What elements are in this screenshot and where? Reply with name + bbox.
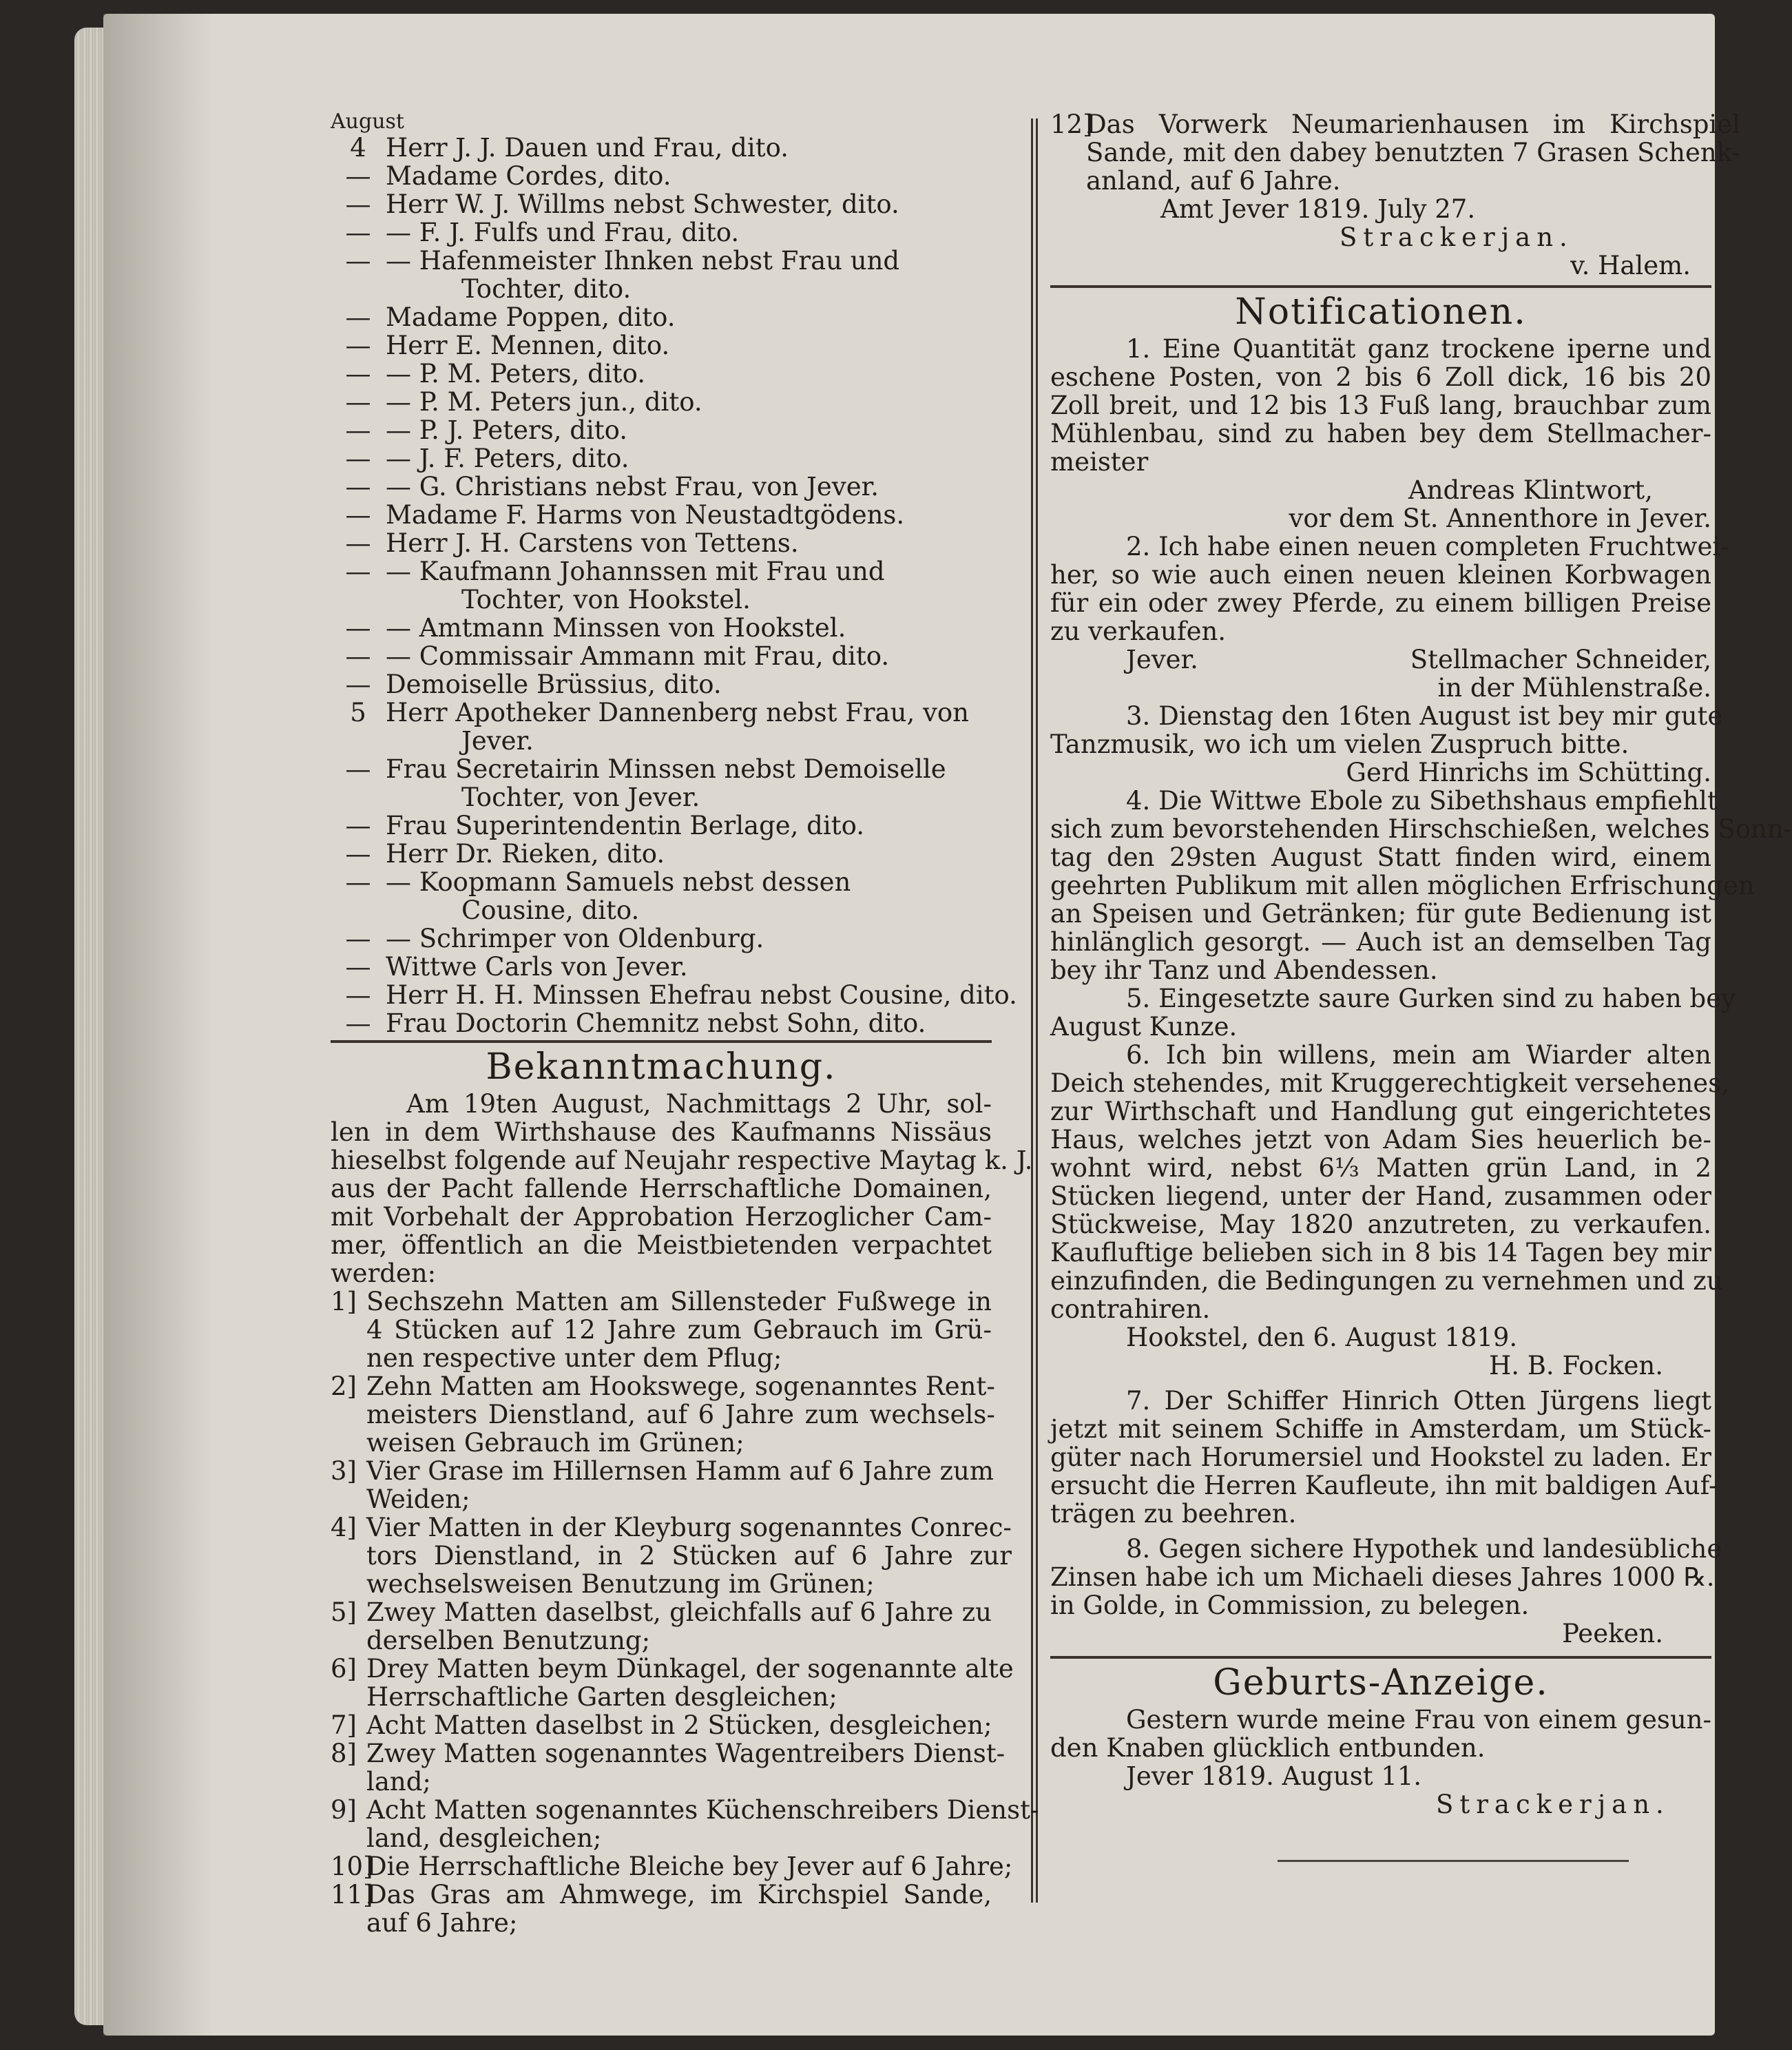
arrival-day: — <box>345 331 371 360</box>
notice-8-signature: Peeken. <box>1562 1619 1663 1648</box>
notice-8 <box>1050 1534 1722 1620</box>
item-line: derselben Benutzung; <box>366 1626 651 1655</box>
domain-item-12 <box>1050 110 1740 196</box>
arrival-text: Cousine, dito. <box>461 895 640 925</box>
text-line: werden: <box>331 1259 437 1288</box>
arrival-entry <box>331 586 992 614</box>
arrival-day: — <box>345 1008 371 1038</box>
item-line: Zwey Matten sogenanntes Wagentreibers Dienst- <box>366 1739 1006 1768</box>
arrival-entry <box>331 811 992 840</box>
arrival-day: — <box>345 980 371 1010</box>
arrival-text: — F. J. Fulfs und Frau, dito. <box>386 218 740 247</box>
arrival-day: — <box>345 444 371 473</box>
notice-2 <box>1050 532 1729 646</box>
geburts-heading: Geburts-Anzeige. <box>1213 1662 1549 1704</box>
arrival-text: — J. F. Peters, dito. <box>386 444 629 473</box>
domain-item <box>331 1654 1014 1712</box>
item-number: 11] <box>331 1880 373 1909</box>
arrival-entry <box>331 416 992 444</box>
arrival-text: Frau Secretairin Minssen nebst Demoiselle <box>386 754 946 784</box>
arrival-entry <box>331 727 992 755</box>
arrival-entry <box>331 134 992 162</box>
text-line: zur Wirthschaft und Handlung gut eingerichtetes <box>1050 1097 1711 1126</box>
column-divider <box>1031 118 1033 1903</box>
arrival-text: Jever. <box>461 726 534 756</box>
item-line: Zwey Matten daselbst, gleichfalls auf 6 Jahre zu <box>366 1597 992 1627</box>
arrival-day: — <box>345 189 371 219</box>
arrival-day: 4 <box>350 133 366 163</box>
arrival-day: — <box>345 811 371 840</box>
arrival-text: — Commissair Ammann mit Frau, dito. <box>386 641 890 671</box>
arrival-entry <box>331 614 992 642</box>
text-line: 5. Eingesetzte saure Gurken sind zu haben bey <box>1126 984 1736 1013</box>
arrival-entry <box>331 360 992 388</box>
text-line: 4. Die Wittwe Ebole zu Sibethshaus empfiehlt <box>1126 786 1718 816</box>
arrival-text: Herr W. J. Willms nebst Schwester, dito. <box>386 189 899 219</box>
item-number: 6] <box>331 1654 357 1684</box>
arrival-day <box>331 727 386 755</box>
item-line: meisters Dienstland, auf 6 Jahre zum wechsels- <box>366 1400 995 1429</box>
text-line: 6. Ich bin willens, mein am Wiarder alten <box>1126 1040 1711 1070</box>
arrival-entry <box>331 924 992 953</box>
text-line: jetzt mit seinem Schiffe in Amsterdam, um Stück- <box>1050 1414 1711 1444</box>
item-body <box>366 1513 1012 1598</box>
text-line: bey ihr Tanz und Abendessen. <box>1050 955 1438 985</box>
text-line: len in dem Wirthshause des Kaufmanns Nissäus <box>331 1117 992 1147</box>
arrival-entry <box>331 670 992 698</box>
domain-item <box>331 1852 1013 1881</box>
arrival-day: — <box>345 867 371 897</box>
arrivals-list <box>331 133 1017 1038</box>
item-number: 5] <box>331 1597 357 1627</box>
text-line: August Kunze. <box>1050 1012 1238 1042</box>
amt-date: Amt Jever 1819. July 27. <box>1160 194 1476 224</box>
arrival-text: — Kaufmann Johannssen mit Frau und <box>386 557 885 586</box>
arrival-entry <box>331 444 992 473</box>
item-line: Acht Matten sogenanntes Küchenschreibers Dienst- <box>366 1795 1039 1825</box>
arrival-entry <box>331 868 992 896</box>
item-line: Sande, mit den dabey benutzten 7 Grasen Schenk- <box>1086 138 1740 167</box>
arrival-text: Tochter, von Jever. <box>461 783 700 812</box>
arrival-day <box>331 896 386 924</box>
arrival-text: Tochter, von Hookstel. <box>461 585 751 614</box>
item-line: Die Herrschaftliche Bleiche bey Jever auf 6 Jahre; <box>366 1852 1013 1881</box>
item-body <box>366 1655 1014 1711</box>
item-number: 12] <box>1050 110 1093 139</box>
arrival-day: — <box>345 754 371 784</box>
item-number: 9] <box>331 1795 357 1825</box>
text-line: ersucht die Herren Kaufleute, ihn mit baldigen Auf- <box>1050 1471 1718 1500</box>
arrival-entry <box>331 529 992 557</box>
domain-item <box>331 1513 1012 1599</box>
item-line: Zehn Matten am Hookswege, sogenanntes Rent- <box>366 1371 995 1401</box>
text-line: aus der Pacht fallende Herrschaftliche Domainen, <box>331 1174 992 1203</box>
text-line: 7. Der Schiffer Hinrich Otten Jürgens liegt <box>1126 1386 1711 1416</box>
notice-3-signature: Gerd Hinrichs im Schütting. <box>1346 758 1711 787</box>
notice-1-place: vor dem St. Annenthore in Jever. <box>1289 504 1711 533</box>
text-line: 8. Gegen sichere Hypothek und landesübliche <box>1126 1534 1722 1564</box>
item-line: tors Dienstland, in 2 Stücken auf 6 Jahre zur <box>366 1541 1012 1571</box>
text-line: tag den 29sten August Statt finden wird, einem <box>1050 842 1711 872</box>
section-rule <box>1050 1656 1711 1659</box>
item-line: Vier Grase im Hillernsen Hamm auf 6 Jahre zum <box>366 1456 994 1486</box>
arrival-text: Herr J. J. Dauen und Frau, dito. <box>386 133 789 163</box>
notice-7 <box>1050 1386 1718 1529</box>
item-body <box>366 1881 992 1937</box>
notice-6-signature: H. B. Focken. <box>1488 1351 1663 1380</box>
domain-item <box>331 1371 995 1458</box>
text-line: meister <box>1050 447 1149 477</box>
arrival-day: 5 <box>350 698 366 727</box>
arrival-entry <box>331 953 992 981</box>
item-line: Acht Matten daselbst in 2 Stücken, desgleichen; <box>366 1710 992 1740</box>
text-line: Haus, welches jetzt von Adam Sies heuerlich be- <box>1050 1125 1711 1155</box>
left-column <box>331 110 1039 1938</box>
arrival-day: — <box>345 557 371 586</box>
text-line: mit Vorbehalt der Approbation Herzoglicher Cam- <box>331 1202 992 1232</box>
item-number: 3] <box>331 1456 357 1486</box>
arrival-entry <box>331 755 992 783</box>
item-line: auf 6 Jahre; <box>366 1908 518 1938</box>
arrival-entry <box>331 162 992 190</box>
text-line: wohnt wird, nebst 6⅓ Matten grün Land, in 2 <box>1050 1153 1711 1183</box>
arrival-day: — <box>345 500 371 530</box>
text-line: Deich stehendes, mit Kruggerechtigkeit versehenes, <box>1050 1068 1729 1098</box>
arrival-text: — Amtmann Minssen von Hookstel. <box>386 613 846 643</box>
domain-item <box>331 1287 992 1372</box>
bekanntmachung-items <box>331 1287 1039 1938</box>
item-number: 1] <box>331 1287 357 1316</box>
arrival-text: Frau Superintendentin Berlage, dito. <box>386 811 864 840</box>
item-body <box>366 1852 1012 1881</box>
arrival-entry <box>331 980 1017 1010</box>
item-line: 4 Stücken auf 12 Jahre zum Gebrauch im Grü- <box>366 1315 992 1345</box>
domain-item <box>331 1457 992 1513</box>
domain-item <box>331 1711 992 1739</box>
text-line: Stückweise, May 1820 anzutreten, zu verkaufen. <box>1050 1210 1711 1239</box>
domain-item <box>331 1598 992 1655</box>
item-number: 4] <box>331 1513 357 1542</box>
arrival-entry <box>331 896 992 924</box>
arrival-entry <box>331 501 992 529</box>
item-line: Das Gras am Ahmwege, im Kirchspiel Sande, <box>366 1880 992 1909</box>
text-line: Zinsen habe ich um Michaeli dieses Jahres 1000 ℞. <box>1050 1562 1715 1592</box>
arrival-text: Tochter, dito. <box>461 274 632 304</box>
arrival-day: — <box>345 613 371 643</box>
text-line: zu verkaufen. <box>1050 617 1227 646</box>
arrival-entry <box>331 190 992 218</box>
arrival-text: Demoiselle Brüssius, dito. <box>386 670 722 699</box>
end-rule <box>1278 1860 1629 1862</box>
text-line: für ein oder zwey Pferde, zu einem billigen Preise <box>1050 588 1711 618</box>
arrival-entry <box>331 698 992 727</box>
arrival-entry <box>331 247 992 275</box>
arrival-entry <box>331 642 992 670</box>
notice-2-address: in der Mühlenstraße. <box>1437 673 1711 703</box>
arrival-text: Wittwe Carls von Jever. <box>386 952 688 982</box>
arrival-text: Madame Poppen, dito. <box>386 302 676 332</box>
text-line: sich zum bevorstehenden Hirschschießen, welches Sonn- <box>1050 814 1792 844</box>
text-line: hieselbst folgende auf Neujahr respective Maytag k. J. <box>331 1146 1033 1175</box>
item-line: wechselsweisen Benutzung im Grünen; <box>366 1569 875 1599</box>
arrival-day <box>331 275 386 303</box>
text-line: den Knaben glücklich entbunden. <box>1050 1733 1486 1763</box>
bekanntmachung-intro <box>331 1089 1033 1288</box>
notice-1 <box>1050 335 1711 476</box>
arrival-text: Madame Cordes, dito. <box>386 161 671 191</box>
text-line: Stücken liegend, unter der Hand, zusammen oder <box>1050 1181 1711 1211</box>
signature-halem: v. Halem. <box>1570 251 1691 280</box>
text-line: einzufinden, die Bedingungen zu vernehmen und zu <box>1050 1266 1723 1296</box>
text-line: Kaufluftige belieben sich in 8 bis 14 Tagen bey mir <box>1050 1238 1711 1267</box>
item-line: Vier Matten in der Kleyburg sogenanntes Conrec- <box>366 1513 1012 1542</box>
item-line: land, desgleichen; <box>366 1823 602 1853</box>
arrival-text: Madame F. Harms von Neustadtgödens. <box>386 500 905 530</box>
arrival-entry <box>331 473 992 501</box>
item-line: Weiden; <box>366 1484 470 1514</box>
arrival-day: — <box>345 641 371 671</box>
text-line: Mühlenbau, sind zu haben bey dem Stellmacher- <box>1050 419 1711 448</box>
arrival-day <box>331 586 386 614</box>
arrival-entry <box>331 1009 992 1037</box>
item-line: Das Vorwerk Neumarienhausen im Kirchspiel <box>1086 110 1740 139</box>
arrival-day: — <box>345 670 371 699</box>
month-label: August <box>331 110 404 134</box>
arrival-text: — P. M. Peters jun., dito. <box>386 387 702 417</box>
text-line: her, so wie auch einen neuen kleinen Korbwagen <box>1050 560 1711 590</box>
arrival-day: — <box>345 528 371 558</box>
arrival-day: — <box>345 924 371 953</box>
item-line: Drey Matten beym Dünkagel, der sogenannte alte <box>366 1654 1014 1684</box>
text-line: an Speisen und Getränken; für gute Bedienung ist <box>1050 899 1711 929</box>
arrival-day: — <box>345 218 371 247</box>
notice-1-name: Andreas Klintwort, <box>1408 475 1653 505</box>
text-line: Zoll breit, und 12 bis 13 Fuß lang, brauchbar zum <box>1050 391 1711 420</box>
arrival-entry <box>331 275 992 303</box>
notice-6-place: Hookstel, den 6. August 1819. <box>1126 1323 1518 1352</box>
item-line: Sechszehn Matten am Sillensteder Fußwege in <box>366 1287 992 1316</box>
arrival-day: — <box>345 415 371 445</box>
notice-4 <box>1050 786 1792 985</box>
arrival-text: Herr Dr. Rieken, dito. <box>386 839 665 869</box>
item-body <box>366 1372 995 1457</box>
item-number: 10] <box>331 1852 373 1881</box>
item-body <box>366 1711 992 1739</box>
arrival-day: — <box>345 359 371 389</box>
arrival-text: — Schrimper von Oldenburg. <box>386 924 764 953</box>
text-line: in Golde, in Commission, zu belegen. <box>1050 1591 1530 1620</box>
birth-date: Jever 1819. August 11. <box>1126 1761 1422 1791</box>
arrival-text: — G. Christians nebst Frau, von Jever. <box>386 472 879 501</box>
item-line: weisen Gebrauch im Grünen; <box>366 1428 744 1458</box>
signature-strackerjan: Strackerjan. <box>1340 222 1574 252</box>
domain-item <box>331 1739 1006 1797</box>
arrival-day: — <box>345 387 371 417</box>
text-line: 3. Dienstag den 16ten August ist bey mir gute <box>1126 701 1723 731</box>
item-line: anland, auf 6 Jahre. <box>1086 166 1341 196</box>
arrival-day: — <box>345 302 371 332</box>
arrival-entry <box>331 218 992 247</box>
domain-item <box>331 1795 1039 1853</box>
section-rule <box>1050 285 1711 288</box>
item-line: nen respective unter dem Pflug; <box>366 1343 782 1373</box>
arrival-day: — <box>345 246 371 276</box>
item-number: 2] <box>331 1371 357 1401</box>
item-body <box>366 1287 992 1372</box>
section-rule <box>331 1040 992 1043</box>
bekanntmachung-heading: Bekanntmachung. <box>486 1046 837 1088</box>
item-line: land; <box>366 1767 431 1797</box>
item-number: 7] <box>331 1710 357 1740</box>
birth-notice <box>1050 1706 1711 1762</box>
notificationen-heading: Notificationen. <box>1235 291 1527 333</box>
arrival-day: — <box>345 161 371 191</box>
text-line: Am 19ten August, Nachmittags 2 Uhr, sol- <box>406 1089 992 1119</box>
arrival-text: Herr Apotheker Dannenberg nebst Frau, von <box>386 698 969 727</box>
arrival-text: Herr H. H. Minssen Ehefrau nebst Cousine, dito. <box>386 980 1017 1010</box>
arrival-text: — P. M. Peters, dito. <box>386 359 645 389</box>
text-line: güter nach Horumersiel und Hookstel zu laden. Er <box>1050 1442 1711 1472</box>
notice-2-place: Jever. <box>1126 645 1198 674</box>
text-line: 2. Ich habe einen neuen completen Fruchtwei- <box>1126 532 1729 561</box>
arrival-day: — <box>345 839 371 869</box>
arrival-day: — <box>345 952 371 982</box>
arrival-entry <box>331 303 992 331</box>
arrival-entry <box>331 388 992 416</box>
item-number: 8] <box>331 1739 357 1768</box>
right-column <box>1050 110 1792 1866</box>
text-line: hinlänglich gesorgt. — Auch ist an demselben Tag <box>1050 927 1711 957</box>
arrival-day <box>331 783 386 811</box>
item-body <box>366 1739 1005 1796</box>
notice-2-name: Stellmacher Schneider, <box>1410 645 1711 674</box>
arrival-entry <box>331 331 992 360</box>
notice-3 <box>1050 701 1723 759</box>
text-line: Gestern wurde meine Frau von einem gesun- <box>1126 1705 1711 1735</box>
item-body <box>366 1796 1039 1852</box>
arrival-day: — <box>345 472 371 501</box>
text-line: mer, öffentlich an die Meistbietenden verpachtet <box>331 1230 992 1260</box>
arrival-entry <box>331 840 992 868</box>
arrival-text: — Koopmann Samuels nebst dessen <box>386 867 851 897</box>
notice-2-signature <box>1050 645 1711 674</box>
item-line: Herrschaftliche Garten desgleichen; <box>366 1682 837 1712</box>
domain-item <box>331 1881 992 1937</box>
item-body <box>366 1598 992 1655</box>
arrival-entry <box>331 557 992 586</box>
arrival-text: Herr J. H. Carstens von Tettens. <box>386 528 799 558</box>
arrival-text: — Hafenmeister Ihnken nebst Frau und <box>386 246 900 276</box>
arrival-text: Frau Doctorin Chemnitz nebst Sohn, dito. <box>386 1008 926 1038</box>
binding-shadow <box>103 14 213 2036</box>
notice-5 <box>1050 984 1736 1042</box>
arrival-text: — P. J. Peters, dito. <box>386 415 628 445</box>
text-line: geehrten Publikum mit allen möglichen Erfrischungen <box>1050 871 1755 900</box>
notice-6 <box>1050 1040 1729 1324</box>
birth-signature: Strackerjan. <box>1436 1790 1670 1819</box>
text-line: eschene Posten, von 2 bis 6 Zoll dick, 16 bis 20 <box>1050 362 1711 392</box>
text-line: trägen zu beehren. <box>1050 1499 1297 1529</box>
text-line: 1. Eine Quantität ganz trockene iperne und <box>1126 334 1711 364</box>
text-line: contrahiren. <box>1050 1294 1211 1324</box>
arrival-entry <box>331 783 992 811</box>
text-line: Tanzmusik, wo ich um vielen Zuspruch bitte. <box>1050 729 1629 759</box>
arrival-text: Herr E. Mennen, dito. <box>386 331 670 360</box>
item-body <box>366 1457 994 1513</box>
